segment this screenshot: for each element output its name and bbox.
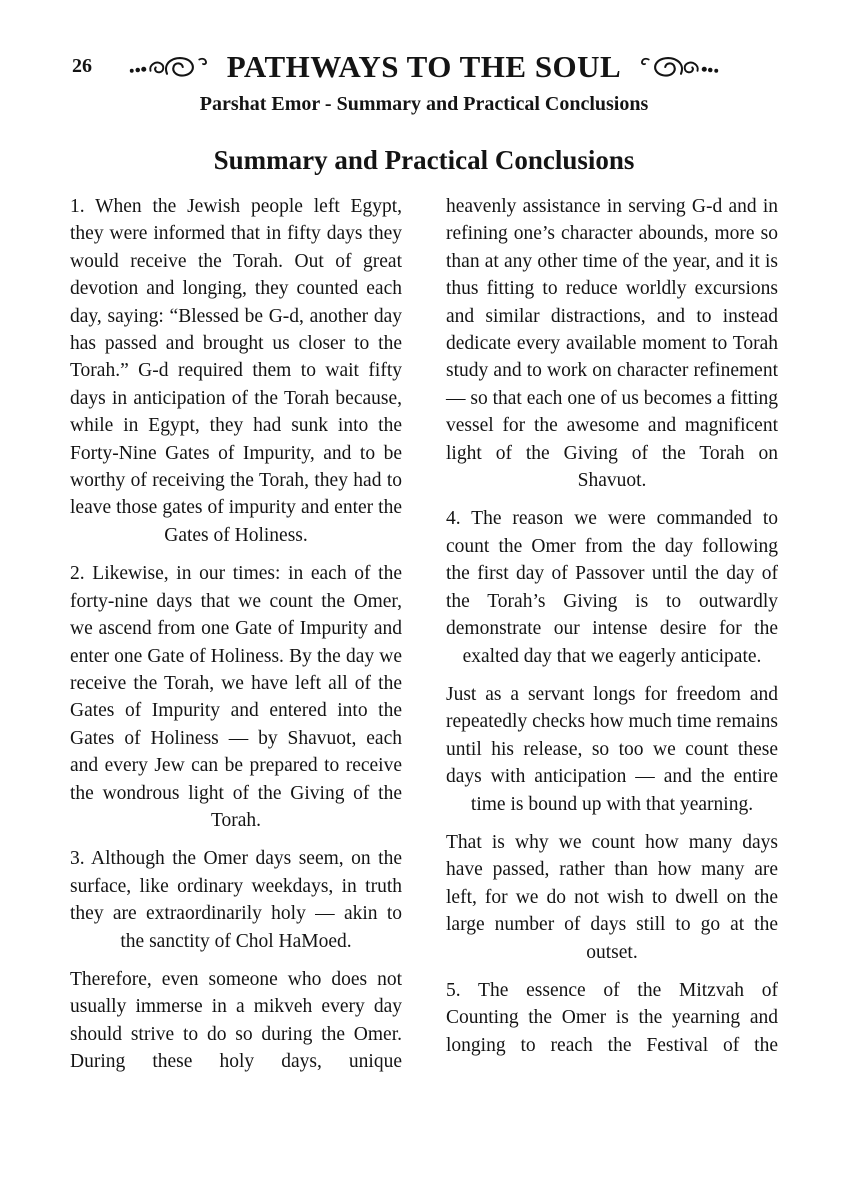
two-column-text: [70, 193, 778, 1087]
left-column: [70, 193, 402, 1087]
chapter-subtitle: Parshat Emor - Summary and Practical Conclusions: [199, 93, 649, 115]
paragraph-5-continuation: heavenly assistance in serving G-d and in refining one’s character abounds, more so than at any other time of the year, and it is thus fitting to reduce worldly excursions and similar distractions, and to instead dedicate every available moment to Torah study and to work on character refinement — so that each one of us becomes a fitting vessel for the awesome and magnificent light of the Giving of the Torah on Shavuot.: [446, 196, 778, 492]
paragraph-2: 2. Likewise, in our times: in each of the forty-nine days that we count the Omer, we ascend from one Gate of Impurity and enter one Gate of Holiness. By the day we receive the Torah, we have left all of the Gates of Impurity and entered into the Gates of Holiness — by Shavuot, each and every Jew can be prepared to receive the wondrous light of the Giving of the Torah.: [70, 563, 402, 831]
book-title-line: [70, 48, 778, 86]
paragraph-9-continued: 5. The essence of the Mitzvah of Counting the Omer is the yearning and longing to reach the Festival of the: [446, 979, 778, 1056]
section-heading: Summary and Practical Conclusions: [213, 145, 635, 175]
calligraphic-flourish-right-icon: [629, 55, 721, 79]
paragraph-4-continued: Therefore, even someone who does not usually immerse in a mikveh every day should strive to do so during the Omer. During these holy days, unique: [70, 968, 402, 1073]
paragraph-3: 3. Although the Omer days seem, on the surface, like ordinary weekdays, in truth they are extraordinarily holy — akin to the sanctity of Chol HaMoed.: [70, 848, 402, 952]
paragraph-6: 4. The reason we were commanded to count the Omer from the day following the first day of Passover until the day of the Torah’s Giving is to outwardly demonstrate our intense desire for the exalted day that we eagerly anticipate.: [446, 508, 778, 667]
paragraph-8: That is why we count how many days have passed, rather than how many are left, for we do not wish to dwell on the large number of days still to go at the outset.: [446, 831, 778, 963]
paragraph-1: 1. When the Jewish people left Egypt, they were informed that in fifty days they would receive the Torah. Out of great devotion and longing, they counted each day, saying: “Blessed be G-d, another day has passed and brought us closer to the Torah.” G-d required them to wait fifty days in anticipation of the Torah because, while in Egypt, they had sunk into the Forty-Nine Gates of Impurity, and to be worthy of receiving the Torah, they had to leave those gates of impurity and enter the Gates of Holiness.: [70, 196, 402, 546]
right-column: [446, 193, 778, 1087]
calligraphic-flourish-left-icon: [127, 55, 219, 79]
page-header: [70, 48, 778, 86]
page-number: 26: [72, 55, 92, 77]
book-title: PATHWAYS TO THE SOUL: [226, 49, 622, 84]
paragraph-7: Just as a servant longs for freedom and repeatedly checks how much time remains until his release, so too we count these days with anticipation — and the entire time is bound up with that yearning.: [446, 683, 778, 815]
